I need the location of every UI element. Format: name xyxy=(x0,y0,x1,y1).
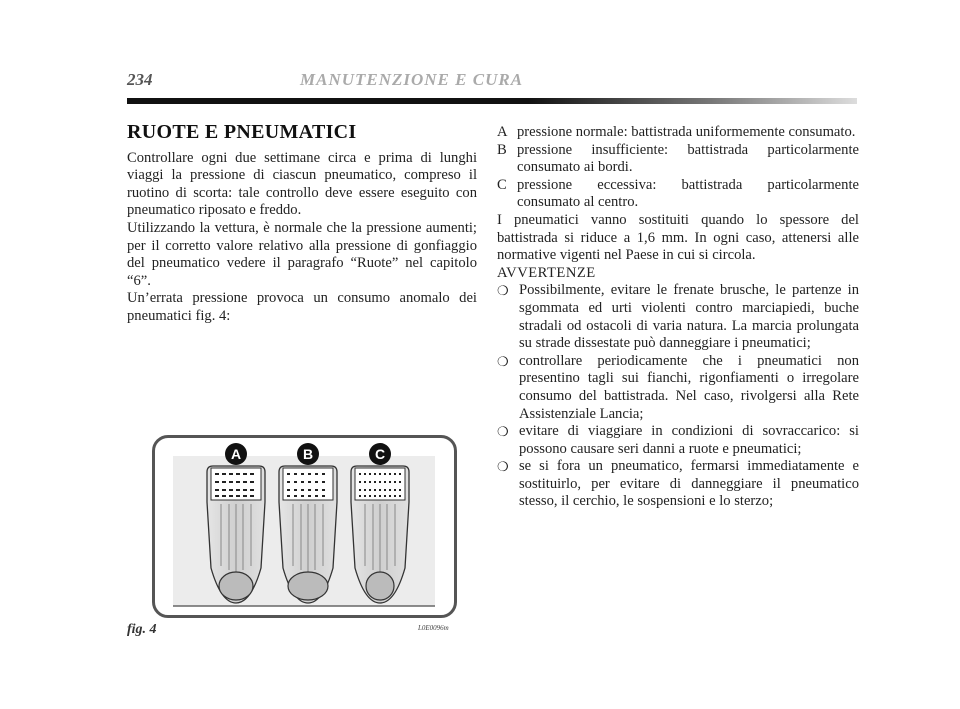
label-c: C xyxy=(374,446,386,462)
header-rule xyxy=(127,98,857,104)
bullet-icon: ❍ xyxy=(497,283,509,299)
figure-code: L0E0096m xyxy=(418,624,449,632)
bullet-icon: ❍ xyxy=(497,424,509,440)
tire-illustration xyxy=(155,438,454,615)
bullet-icon: ❍ xyxy=(497,353,509,369)
label-b: B xyxy=(302,446,314,462)
warning-item xyxy=(497,282,859,352)
label-b-badge xyxy=(297,443,319,465)
running-head: MANUTENZIONE E CURA xyxy=(300,70,524,89)
definition-text: pressione insufficiente: battistrada particolarmente consumato ai bordi. xyxy=(517,141,859,176)
right-column xyxy=(497,124,859,511)
definition-list xyxy=(497,124,859,212)
tire-a xyxy=(207,466,265,603)
warning-title: AVVERTENZE xyxy=(497,264,596,281)
label-a-badge xyxy=(225,443,247,465)
definition-item xyxy=(497,177,859,212)
definition-item xyxy=(497,124,859,142)
warning-item xyxy=(497,423,859,458)
warning-item xyxy=(497,458,859,511)
warning-item xyxy=(497,353,859,423)
warning-text: Possibilmente, evitare le frenate brusche, le partenze in sgommata ed urti violenti contro marciapiedi, buche stradali od ostacoli di varia natura. La marcia prolungata su strade dissestate può danneggiare i pneumatici; xyxy=(519,282,859,352)
paragraph: Utilizzando la vettura, è normale che la pressione aumenti; per il corretto valore relativo alla pressione di gonfiaggio del pneumatico vedere il paragrafo “Ruote” nel capitolo “6”. xyxy=(127,219,477,289)
label-a: A xyxy=(230,446,242,462)
paragraph: Controllare ogni due settimane circa e prima di lunghi viaggi la pressione di ciascun pneumatico, compreso il ruotino di scorta: tale controllo deve essere eseguito con pneumatico riposato e freddo. xyxy=(127,149,477,219)
definition-item xyxy=(497,142,859,177)
label-c-badge xyxy=(369,443,391,465)
definition-key: A xyxy=(497,124,508,140)
definition-key: C xyxy=(497,176,507,193)
paragraph: Un’errata pressione provoca un consumo anomalo dei pneumatici fig. 4: xyxy=(127,290,477,324)
warning-text: se si fora un pneumatico, fermarsi immediatamente e sostituirlo, per evitare di danneggiare il pneumatico stesso, il cerchio, le sospensioni e lo sterzo; xyxy=(519,458,859,510)
warning-text: controllare periodicamente che i pneumatici non presentino tagli sui fianchi, rigonfiamenti o irregolare consumo del battistrada. Nel caso, rivolgersi alla Rete Assistenziale Lancia; xyxy=(519,352,859,422)
definition-text: pressione normale: battistrada uniformemente consumato. xyxy=(517,124,856,140)
tire-c xyxy=(351,466,409,603)
definition-text: pressione eccessiva: battistrada particolarmente consumato al centro. xyxy=(517,176,859,211)
paragraph: I pneumatici vanno sostituiti quando lo spessore del battistrada si riduce a 1,6 mm. In ogni caso, attenersi alle normative vigenti nel Paese in cui si circola. xyxy=(497,211,859,264)
figure-caption: fig. 4 xyxy=(127,622,157,637)
warning-text: evitare di viaggiare in condizioni di sovraccarico: si possono causare seri danni a ruote e pneumatici; xyxy=(519,423,859,457)
definition-key: B xyxy=(497,141,507,158)
section-title: RUOTE E PNEUMATICI xyxy=(127,121,357,143)
left-column xyxy=(127,121,477,326)
tire-wear-figure xyxy=(152,435,457,618)
bullet-icon: ❍ xyxy=(497,459,509,475)
page-number: 234 xyxy=(127,70,153,89)
tire-b xyxy=(279,466,337,603)
